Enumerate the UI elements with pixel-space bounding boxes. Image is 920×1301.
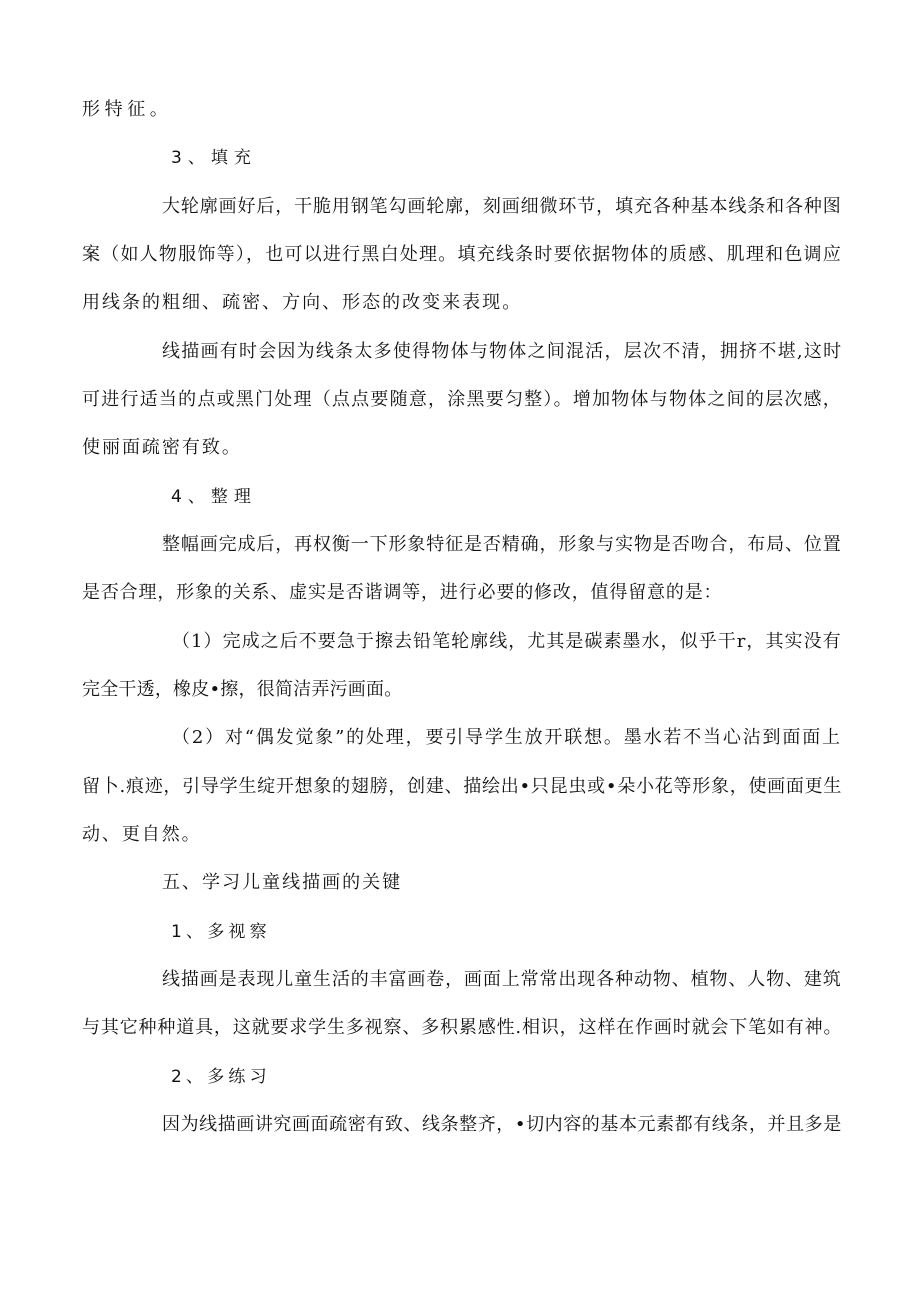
- section-heading: 2、多练习: [171, 1067, 271, 1087]
- section-heading: 3、填充: [171, 148, 257, 168]
- text-line: 是否合理，形象的关系、虚实是否谐调等，进行必要的修改，值得留意的是：: [82, 582, 723, 603]
- text-line: 大轮廓画好后，干脆用钢笔勾画轮廓，刻画细微环节，填充各种基本线条和各种图: [162, 196, 842, 217]
- text-line: 用线条的粗细、疏密、方向、形态的改变来表现。: [82, 292, 523, 313]
- text-line: 留卜.痕迹，引导学生绽开想象的翅膀，创建、描绘出•只昆虫或•朵小花等形象，使画面更生: [82, 776, 843, 797]
- text-line: 可进行适当的点或黑门处理（点点要随意，涂黑要匀整）。增加物体与物体之间的层次感，: [82, 389, 842, 410]
- section-heading: 五、学习儿童线描画的关键: [162, 872, 403, 893]
- text-line: （1）完成之后不要急于擦去铅笔轮廓线，尤其是碳素墨水，似乎干r，其实没有: [172, 631, 842, 652]
- text-line: （2）对“偶发觉象”的处理，要引导学生放开联想。墨水若不当心沾到面面上: [172, 727, 842, 748]
- text-line: 完全干透，橡皮•擦，很简洁弄污画面。: [82, 679, 403, 700]
- text-line: 线描画是表现儿童生活的丰富画卷，画面上常常出现各种动物、植物、人物、建筑: [162, 969, 842, 990]
- text-line: 线描画有时会因为线条太多使得物体与物体之间混活，层次不清，拥挤不堪,这时: [162, 341, 843, 362]
- text-line: 因为线描画讲究画面疏密有致、线条整齐，•切内容的基本元素都有线条，并且多是: [162, 1114, 842, 1135]
- text-line: 动、更自然。: [82, 824, 202, 845]
- text-line: 与其它种种道具，这就要求学生多视察、多积累感性.相识，这样在作画时就会下笔如有神。: [82, 1017, 843, 1038]
- text-line: 整幅画完成后，再权衡一下形象特征是否精确，形象与实物是否吻合，布局、位置: [162, 534, 842, 555]
- section-heading: 4、整理: [171, 487, 257, 507]
- text-line: 使丽面疏密有致。: [82, 437, 242, 458]
- text-line: 案（如人物服饰等），也可以进行黑白处理。填充线条时要依据物体的质感、肌理和色调应: [82, 244, 842, 265]
- text-line: 形特征。: [82, 99, 173, 120]
- section-heading: 1、多视察: [171, 922, 271, 942]
